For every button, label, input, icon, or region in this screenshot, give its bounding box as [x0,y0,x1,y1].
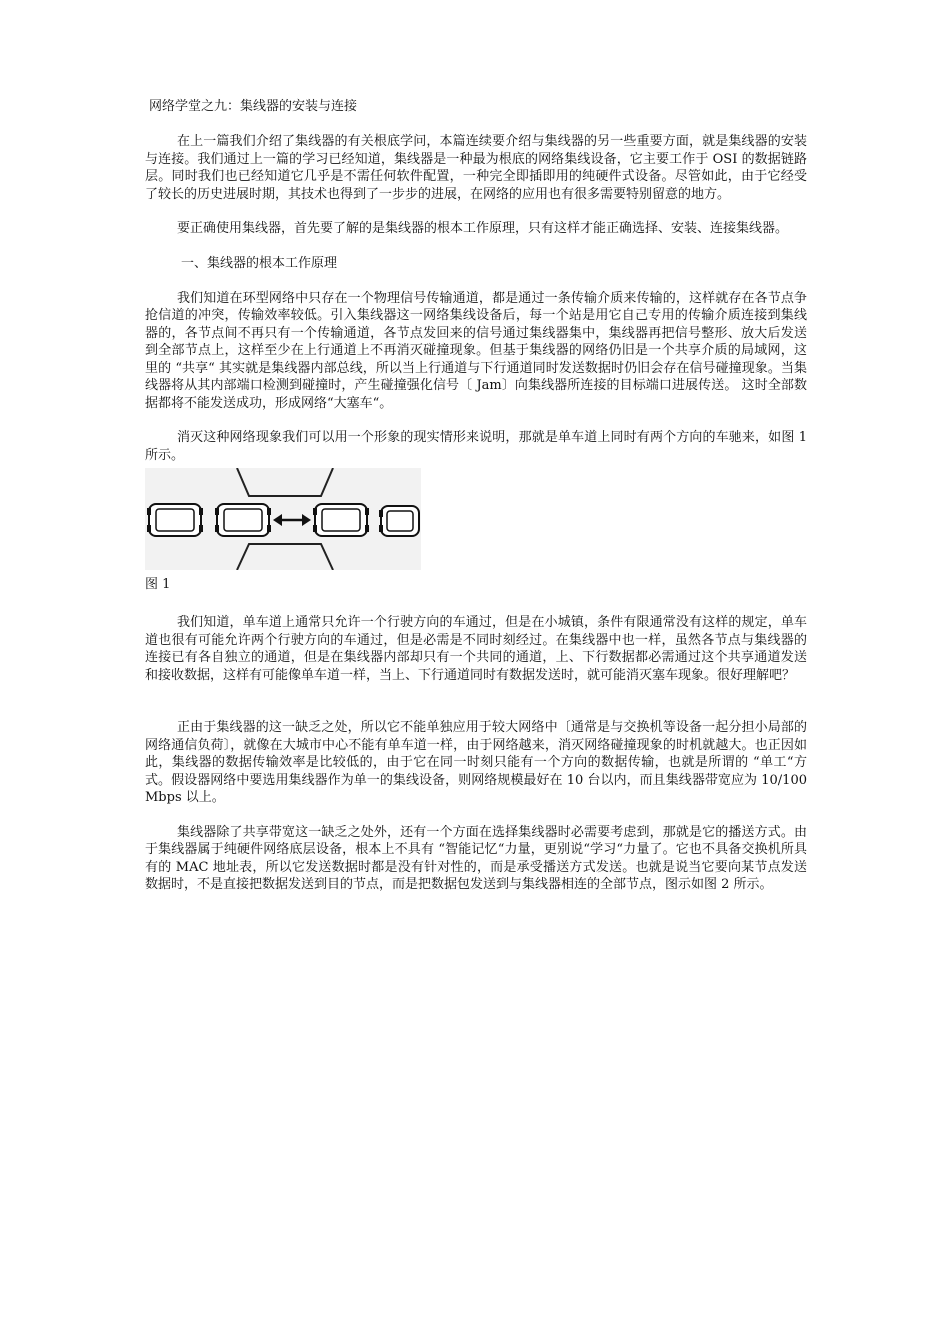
figure-1-caption: 图 1 [145,577,171,592]
intro-paragraph-1: 在上一篇我们介绍了集线器的有关根底学问，本篇连续要介绍与集线器的另一些重要方面，就是集线器的安装与连接。我们通过上一篇的学习已经知道，集线器是一种最为根底的网络集线设备，它主要工作于 OSI 的数据链路层。同时我们也已经知道它几乎是不需任何软件配置，一种完全即插即用的纯硬件式设备。尽管如此，由于它经受了较长的历史进展时期，其技术也得到了一步步的进展，在网络的应用也有很多需要特别留意的地方。 [145,134,807,202]
final-paragraph-1: 正由于集线器的这一缺乏之处，所以它不能单独应用于较大网络中〔通常是与交换机等设备一起分担小局部的网络通信负荷〕，就像在大城市中心不能有单车道一样，由于网络越来，消灭网络碰撞现象的时机就越大。也正因如此，集线器的数据传输效率是比较低的，由于它在同一时刻只能有一个方向的数据传输，也就是所谓的 “单工“方式。假设器网络中要选用集线器作为单一的集线设备，则网络规模最好在 10 台以内，而且集线器带宽应为 10/100Mbps 以上。 [145,720,807,805]
car-2-icon [215,504,271,536]
blank-line [145,701,807,719]
figure-1-single-lane-illustration [145,468,421,570]
final-paragraph-2: 集线器除了共享带宽这一缺乏之处外，还有一个方面在选择集线器时必需要考虑到，那就是它的播送方式。由于集线器属于纯硬件网络底层设备，根本上不具有 “智能记忆“力量，更别说“学习“力量了。它也不具备交换机所具有的 MAC 地址表，所以它发送数据时都是没有针对性的，而是承受播送方式发送。也就是说当它要向某节点发送数据时，不是直接把数据发送到目的节点，而是把数据包发送到与集线器相连的全部节点，图示如图 2 所示。 [145,824,807,892]
single-lane-cars-diagram [145,468,421,570]
section-paragraph-2: 消灭这种网络现象我们可以用一个形象的现实情形来说明，那就是单车道上同时有两个方向的车驰来，如图 1 所示。 [145,430,807,463]
car-4-icon [379,506,419,536]
document-page [145,98,807,911]
after-figure-paragraph: 我们知道，单车道上通常只允许一个行驶方向的车通过，但是在小城镇，条件有限通常没有这样的规定，单车道也很有可能允许两个行驶方向的车通过，但是必需是不同时刻经过。在集线器中也一样，虽然各节点与集线器的连接已有各自独立的通道，但是在集线器内部却只有一个共同的通道，上、下行数据都必需通过这个共享通道发送和接收数据，这样有可能像单车道一样，当上、下行通道同时有数据发送时，就可能消灭塞车现象。很好理解吧？ [145,615,807,683]
document-title: 网络学堂之九：集线器的安装与连接 [149,99,358,114]
intro-paragraph-2: 要正确使用集线器，首先要了解的是集线器的根本工作原理，只有这样才能正确选择、安装、连接集线器。 [177,221,789,236]
car-3-icon [313,504,369,536]
car-1-icon [147,504,203,536]
section-paragraph-1: 我们知道在环型网络中只存在一个物理信号传输通道，都是通过一条传输介质来传输的，这样就存在各节点争抢信道的冲突，传输效率较低。引入集线器这一网络集线设备后，每一个站是用它自己专用的传输介质连接到集线器的，各节点间不再只有一个传输通道，各节点发回来的信号通过集线器集中，集线器再把信号整形、放大后发送到全部节点上，这样至少在上行通道上不再消灭碰撞现象。但基于集线器的网络仍旧是一个共享介质的局域网，这里的 “共享“ 其实就是集线器内部总线，所以当上行通道与下行通道同时发送数据时仍旧会存在信号碰撞现象。当集线器将从其内部端口检测到碰撞时，产生碰撞强化信号〔 Jam〕向集线器所连接的目标端口进展传送。 这时全部数据都将不能发送成功，形成网络“大塞车“。 [145,290,807,411]
section-heading: 一、集线器的根本工作原理 [181,255,338,271]
